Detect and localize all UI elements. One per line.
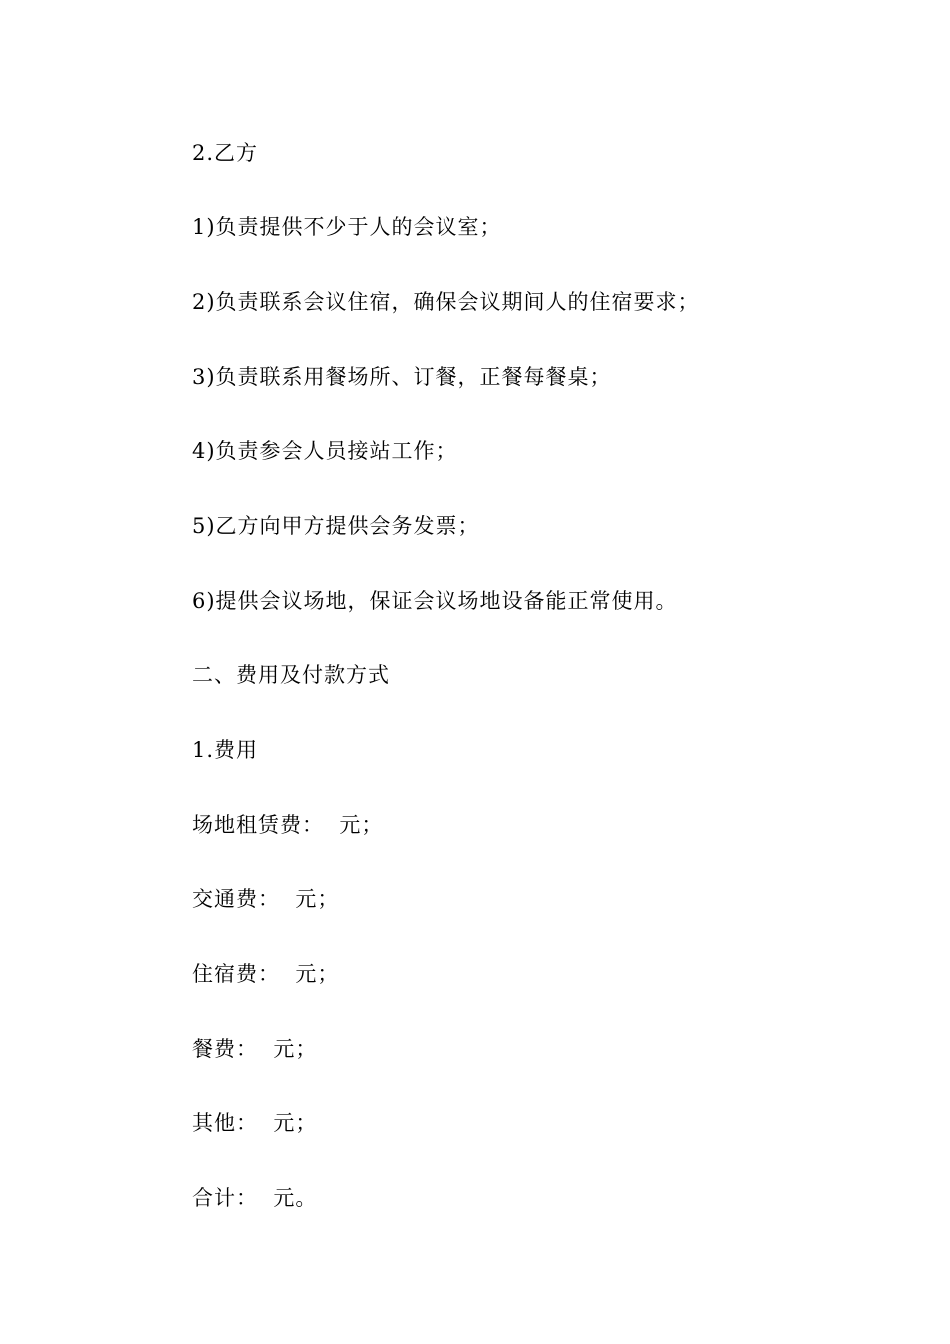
fee-meals: 餐费： 元； [192, 1037, 318, 1061]
fee-total: 合计： 元。 [192, 1186, 318, 1210]
list-item-meeting-room: 1)负责提供不少于人的会议室； [192, 215, 502, 239]
list-item-accommodation: 2)负责联系会议住宿，确保会议期间人的住宿要求； [192, 290, 700, 314]
list-item-dining: 3)负责联系用餐场所、订餐，正餐每餐桌； [192, 365, 612, 389]
list-item-venue: 6)提供会议场地，保证会议场地设备能正常使用。 [192, 589, 678, 613]
section-heading-fees-payment: 二、费用及付款方式 [192, 663, 390, 687]
fee-other: 其他： 元； [192, 1111, 318, 1135]
list-item-invoice: 5)乙方向甲方提供会务发票； [192, 514, 480, 538]
list-item-station-pickup: 4)负责参会人员接站工作； [192, 439, 458, 463]
fee-transport: 交通费： 元； [192, 887, 340, 911]
subheading-fees: 1.费用 [192, 738, 259, 762]
section-heading-party-b: 2.乙方 [192, 141, 259, 165]
fee-venue-rental: 场地租赁费： 元； [192, 813, 384, 837]
fee-accommodation: 住宿费： 元； [192, 962, 340, 986]
